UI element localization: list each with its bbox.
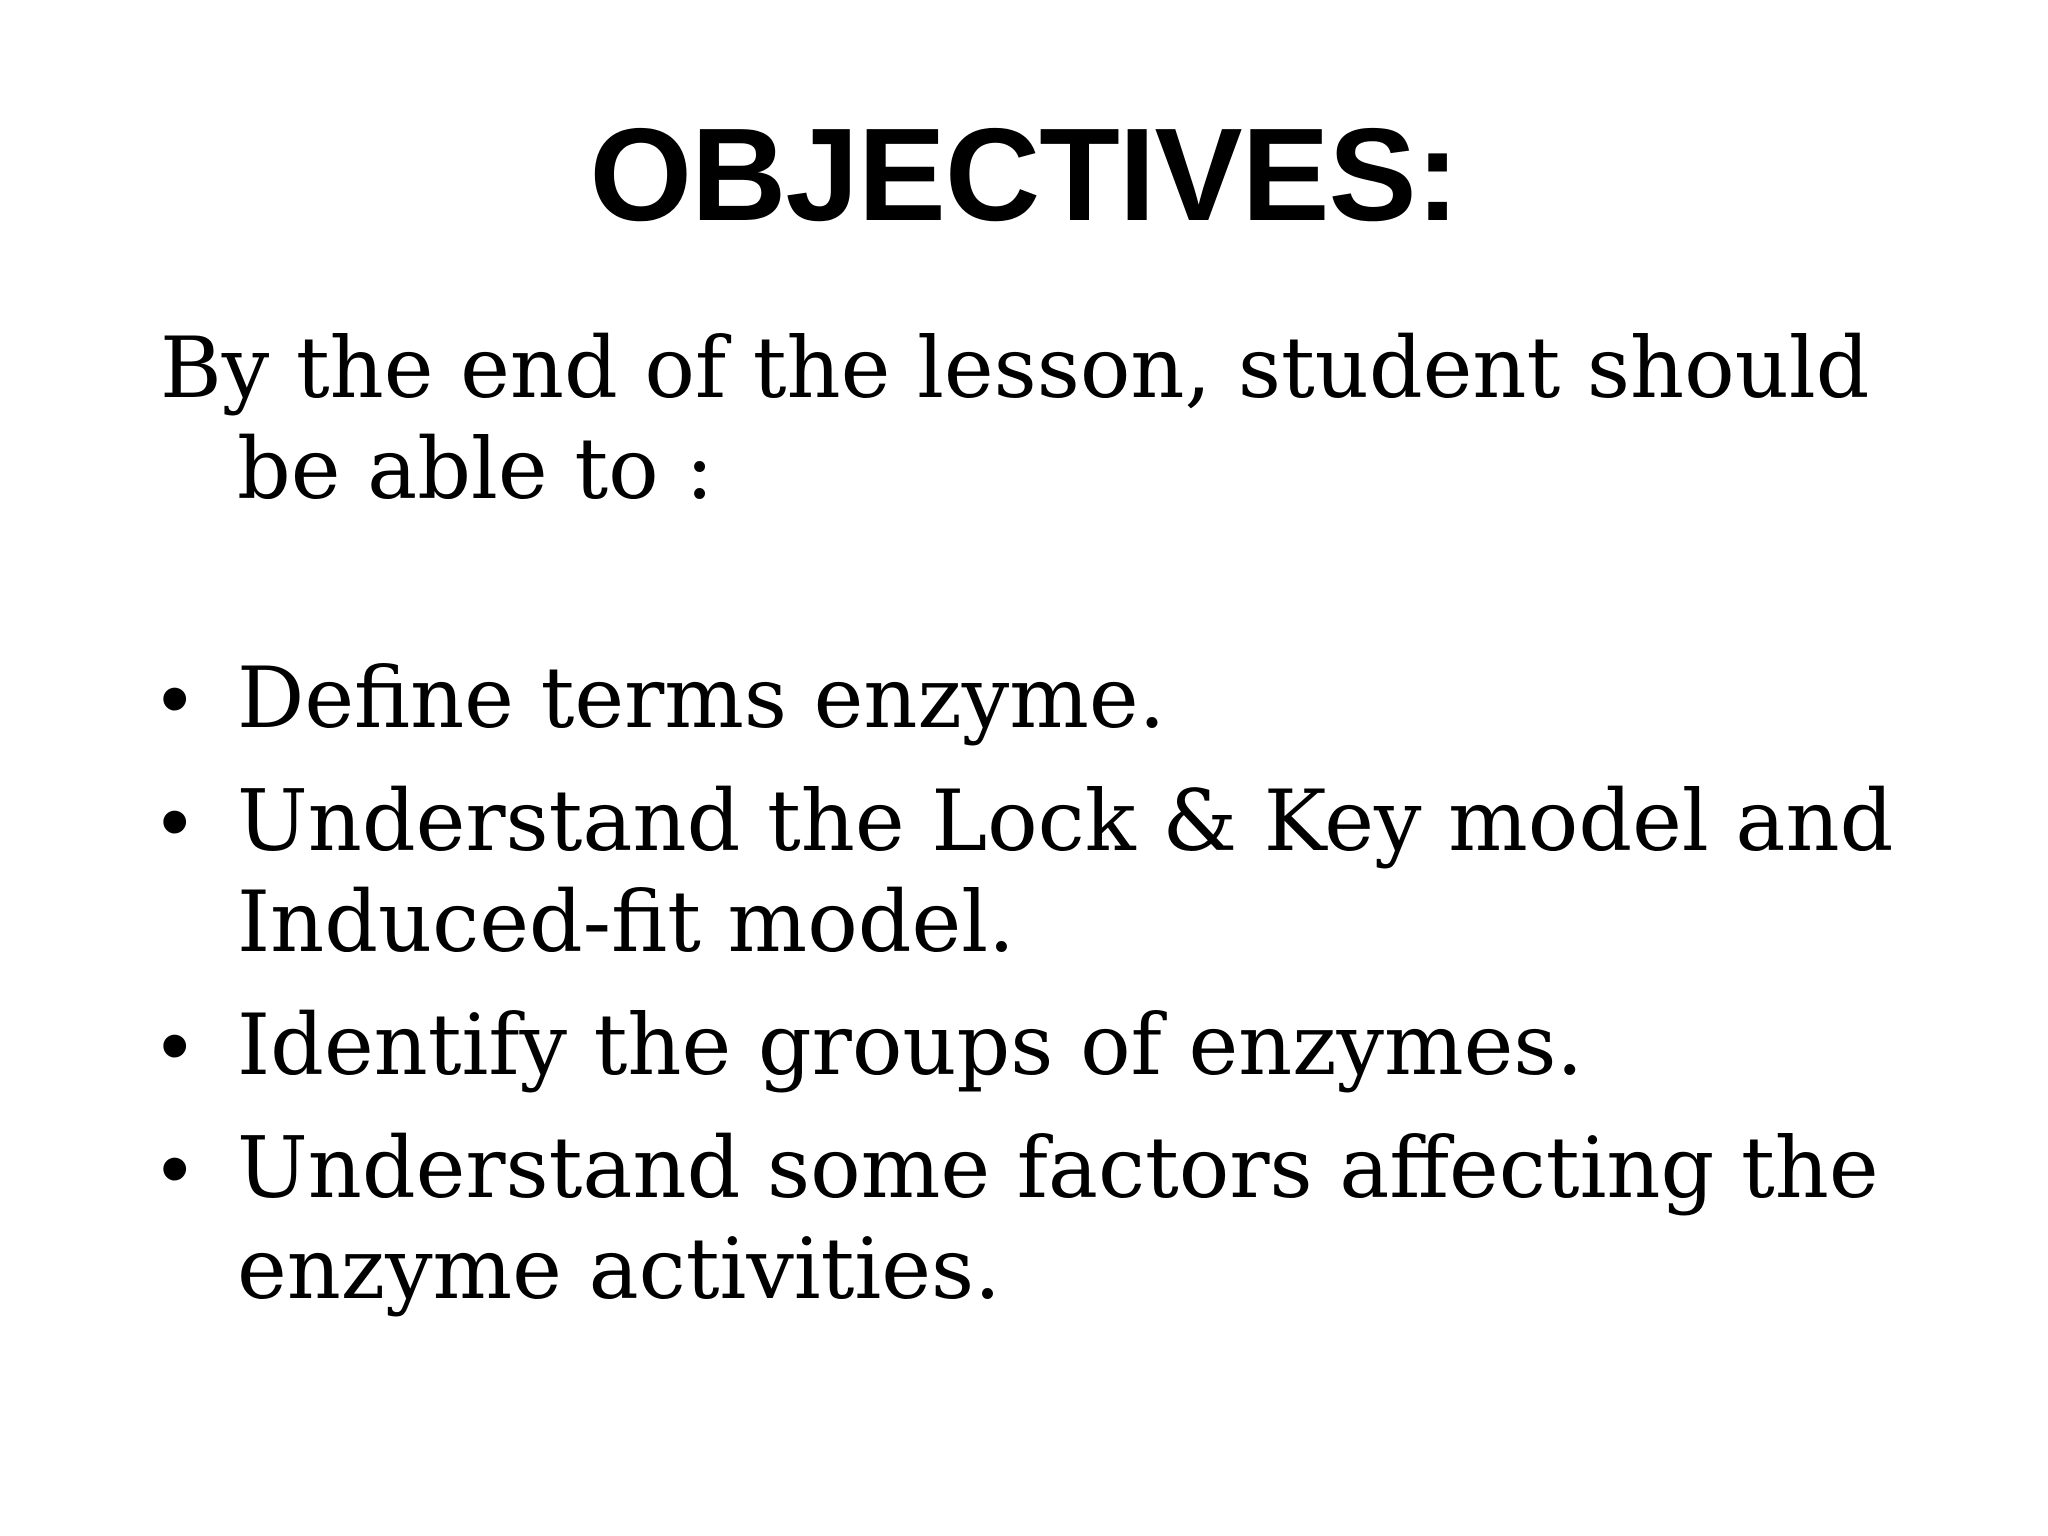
slide-body <box>160 318 1960 1342</box>
objective-text: Understand the Lock & Key model and Induced-fit model. <box>237 772 1894 971</box>
objective-item <box>160 1118 1960 1320</box>
objective-text: Understand some factors affecting the enzyme activities. <box>237 1119 1879 1318</box>
objective-item <box>160 771 1960 973</box>
objective-item <box>160 995 1960 1096</box>
objective-text: Define terms enzyme. <box>237 649 1166 747</box>
slide-title: OBJECTIVES: <box>589 101 1459 248</box>
objectives-list <box>160 648 1960 1320</box>
intro-text: By the end of the lesson, student should be able to : <box>160 319 1870 518</box>
objective-text: Identify the groups of enzymes. <box>237 996 1584 1094</box>
bullet-icon: • <box>160 1121 190 1215</box>
bullet-icon: • <box>160 998 190 1092</box>
objective-item <box>160 648 1960 749</box>
bullet-icon: • <box>160 774 190 868</box>
bullet-icon: • <box>160 651 190 745</box>
